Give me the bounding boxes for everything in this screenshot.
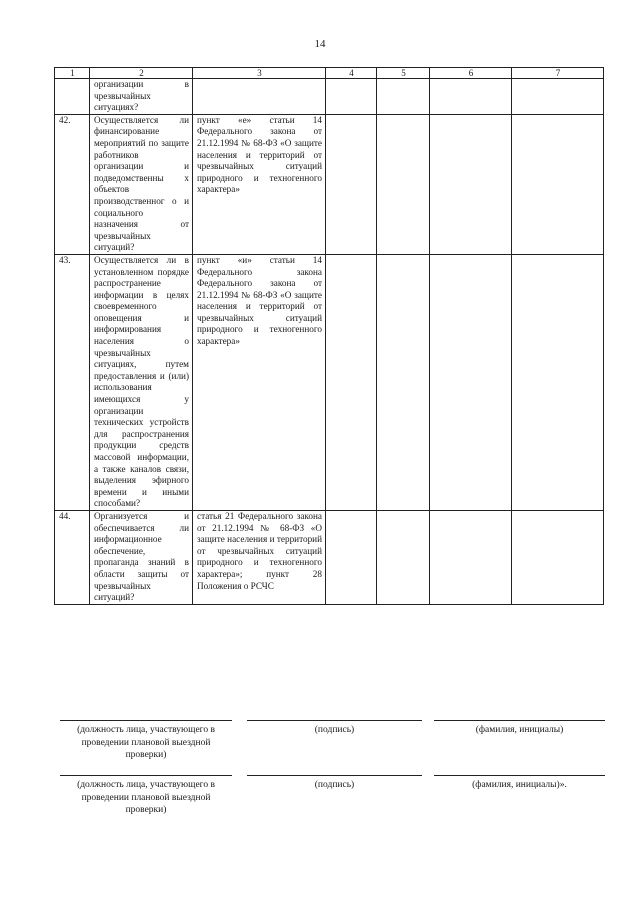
checklist-table [54,67,604,605]
answer-cell[interactable] [377,510,430,604]
legal-basis-text: пункт «е» статьи 14 Федерального закона от 21.12.1994 № 68-ФЗ «О защите населения и территорий от чрезвычайных ситуаций природного и техногенного характера» [193,114,326,254]
table-row [55,510,604,604]
row-number: 43. [55,254,90,510]
column-header: 7 [512,68,604,79]
answer-cell[interactable] [430,79,512,115]
position-label: (должность лица, участвующего в проведении плановой выездной проверки) [60,720,232,762]
column-header: 5 [377,68,430,79]
answer-cell[interactable] [430,114,512,254]
table-row [55,114,604,254]
answer-cell[interactable] [512,114,604,254]
legal-basis-text: статья 21 Федерального закона от 21.12.1994 № 68-ФЗ «О защите населения и территорий от чрезвычайных ситуаций природного и техногенного характера»; пункт 28 Положения о РСЧС [193,510,326,604]
row-number: 44. [55,510,90,604]
column-header: 1 [55,68,90,79]
answer-cell[interactable] [430,254,512,510]
answer-cell[interactable] [512,254,604,510]
name-label: (фамилия, инициалы)». [434,775,605,792]
table-row [55,79,604,115]
answer-cell[interactable] [377,254,430,510]
row-number [55,79,90,115]
page-number: 14 [314,38,326,50]
answer-cell[interactable] [326,254,377,510]
answer-cell[interactable] [377,79,430,115]
table-row [55,254,604,510]
answer-cell[interactable] [430,510,512,604]
column-header: 2 [90,68,193,79]
answer-cell[interactable] [377,114,430,254]
question-text: Организуется и обеспечивается ли информационное обеспечение, пропаганда знаний в области защиты от чрезвычайных ситуаций? [90,510,193,604]
position-label: (должность лица, участвующего в проведении плановой выездной проверки) [60,775,232,817]
answer-cell[interactable] [512,79,604,115]
legal-basis-text [193,79,326,115]
answer-cell[interactable] [326,114,377,254]
table-header-row [55,68,604,79]
answer-cell[interactable] [512,510,604,604]
row-number: 42. [55,114,90,254]
answer-cell[interactable] [326,510,377,604]
name-label: (фамилия, инициалы) [434,720,605,737]
signature-label: (подпись) [247,775,422,792]
question-text: Осуществляется ли финансирование мероприятий по защите работников организации и подведомственны х объектов производственног о и социального назначения от чрезвычайных ситуаций? [90,114,193,254]
column-header: 3 [193,68,326,79]
legal-basis-text: пункт «и» статьи 14 Федерального закона Федерального закона от 21.12.1994 № 68-ФЗ «О защите населения и территорий от чрезвычайных ситуаций природного и техногенного характера» [193,254,326,510]
answer-cell[interactable] [326,79,377,115]
column-header: 6 [430,68,512,79]
column-header: 4 [326,68,377,79]
signature-label: (подпись) [247,720,422,737]
question-text: организации в чрезвычайных ситуациях? [90,79,193,115]
question-text: Осуществляется ли в установленном порядке распространение информации в целях своевременного оповещения и информирования населения о чрезвычайных ситуациях, путем предоставления и (или) использования имеющихся у организации технических устройств для распространения продукции средств массовой информации, а также каналов связи, выделения эфирного времени и иными способами? [90,254,193,510]
